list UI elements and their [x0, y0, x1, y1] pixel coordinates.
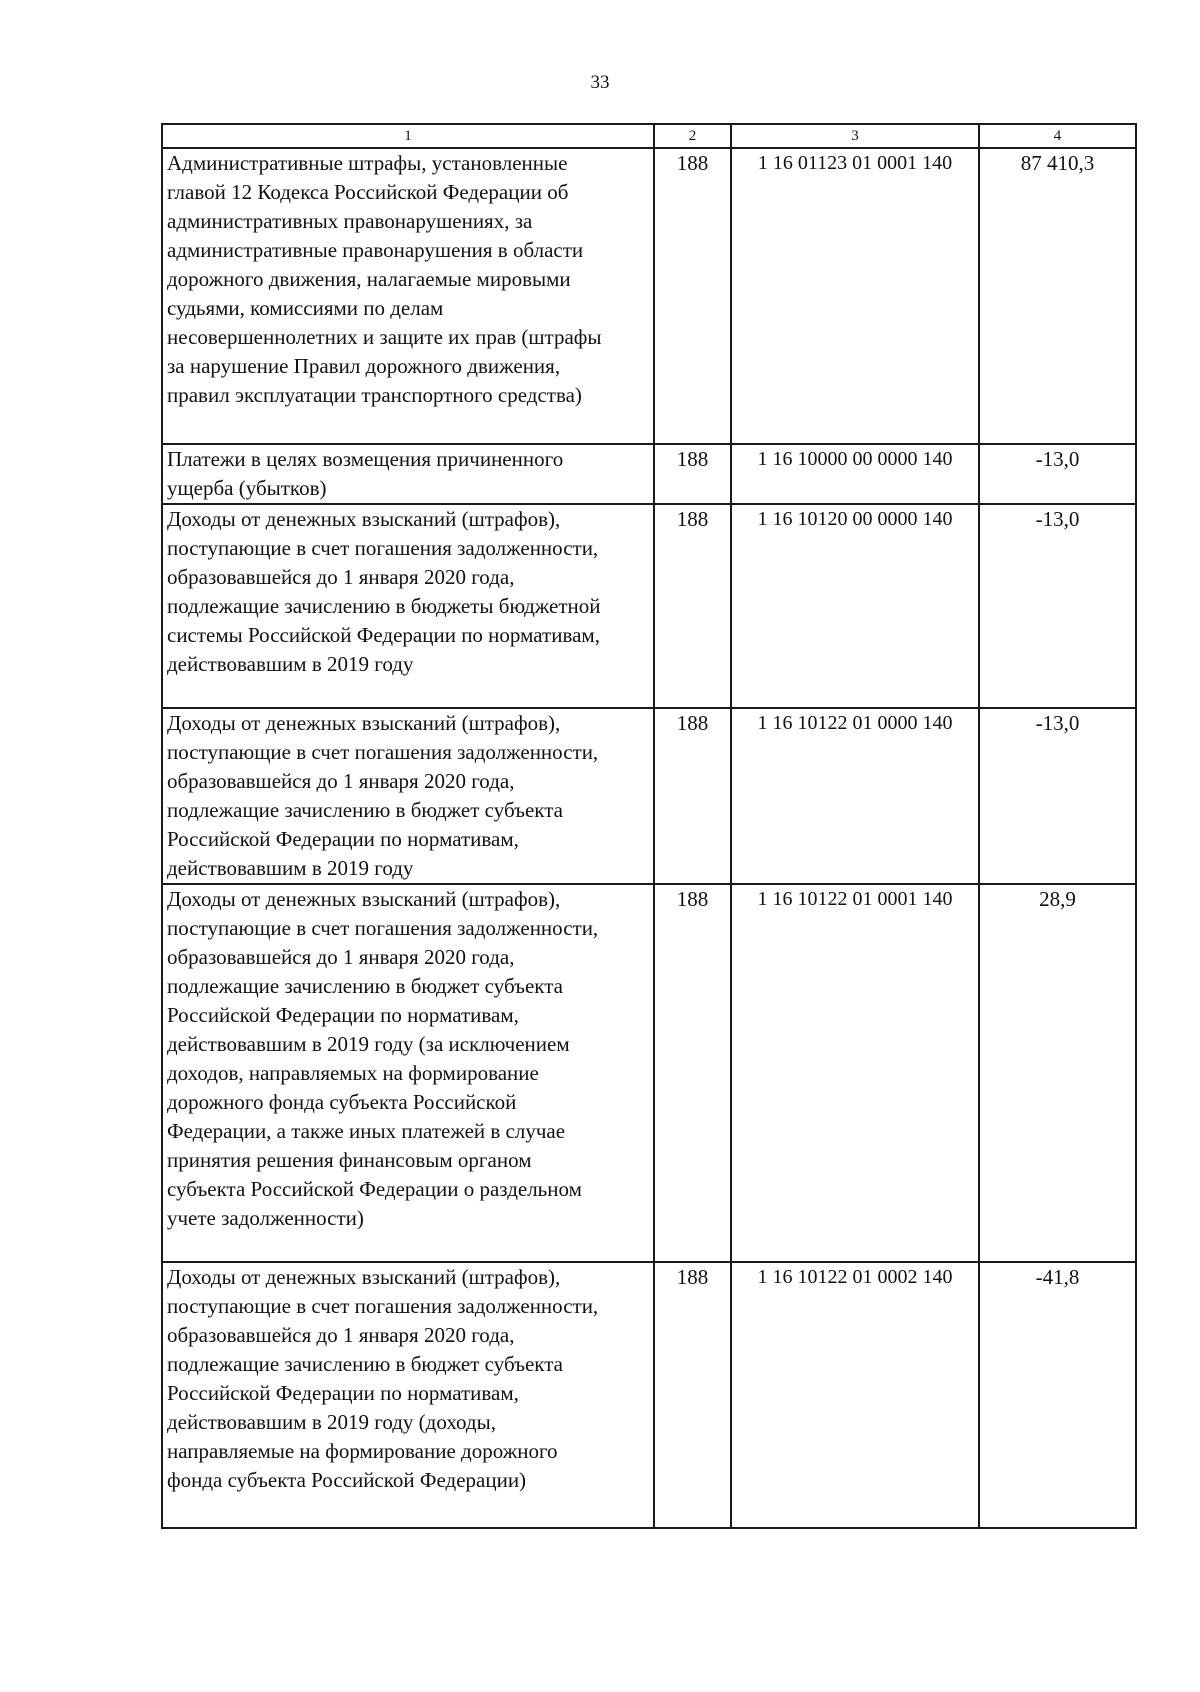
row-admin-code: 188	[654, 708, 731, 884]
table-row	[162, 884, 1136, 1262]
row-description	[162, 504, 654, 708]
row-amount: -13,0	[979, 708, 1136, 884]
description-line: субъекта Российской Федерации о раздельном	[167, 1177, 582, 1201]
description-line: доходов, направляемых на формирование	[167, 1061, 539, 1085]
description-line: действовавшим в 2019 году (за исключением	[167, 1032, 570, 1056]
description-line: дорожного фонда субъекта Российской	[167, 1090, 517, 1114]
revenue-table	[161, 123, 1137, 1529]
description-line: поступающие в счет погашения задолженности,	[167, 740, 599, 764]
description-line: подлежащие зачислению в бюджет субъекта	[167, 974, 563, 998]
header-col-1: 1	[162, 124, 654, 148]
table-row	[162, 708, 1136, 884]
description-line: судьями, комиссиями по делам	[167, 296, 444, 320]
row-budget-code: 1 16 01123 01 0001 140	[731, 148, 979, 444]
description-line: подлежащие зачислению в бюджет субъекта	[167, 1352, 563, 1376]
row-description	[162, 444, 654, 504]
table-row	[162, 444, 1136, 504]
description-line: действовавшим в 2019 году (доходы,	[167, 1410, 496, 1434]
description-line: Российской Федерации по нормативам,	[167, 827, 519, 851]
description-line: Доходы от денежных взысканий (штрафов),	[167, 507, 561, 531]
row-description	[162, 884, 654, 1262]
description-line: правил эксплуатации транспортного средства)	[167, 383, 582, 407]
description-line: главой 12 Кодекса Российской Федерации об	[167, 180, 569, 204]
row-description	[162, 708, 654, 884]
row-budget-code: 1 16 10000 00 0000 140	[731, 444, 979, 504]
row-amount: -13,0	[979, 444, 1136, 504]
description-line: подлежащие зачислению в бюджет субъекта	[167, 798, 563, 822]
table-row	[162, 148, 1136, 444]
description-line: действовавшим в 2019 году	[167, 652, 414, 676]
description-line: за нарушение Правил дорожного движения,	[167, 354, 561, 378]
header-col-4: 4	[979, 124, 1136, 148]
description-line: принятия решения финансовым органом	[167, 1148, 532, 1172]
row-admin-code: 188	[654, 444, 731, 504]
description-line: административные правонарушения в области	[167, 238, 584, 262]
row-admin-code: 188	[654, 1262, 731, 1528]
description-line: дорожного движения, налагаемые мировыми	[167, 267, 571, 291]
description-line: учете задолженности)	[167, 1206, 364, 1230]
page-number: 33	[590, 72, 610, 93]
header-col-2: 2	[654, 124, 731, 148]
description-line: Российской Федерации по нормативам,	[167, 1003, 519, 1027]
table-row	[162, 1262, 1136, 1528]
header-row	[162, 124, 1136, 148]
row-description	[162, 148, 654, 444]
description-line: несовершеннолетних и защите их прав (штрафы	[167, 325, 602, 349]
description-line: действовавшим в 2019 году	[167, 856, 414, 880]
row-admin-code: 188	[654, 148, 731, 444]
row-amount: 87 410,3	[979, 148, 1136, 444]
description-line: образовавшейся до 1 января 2020 года,	[167, 769, 515, 793]
description-line: системы Российской Федерации по нормативам,	[167, 623, 600, 647]
description-line: поступающие в счет погашения задолженности,	[167, 916, 599, 940]
description-line: образовавшейся до 1 января 2020 года,	[167, 565, 515, 589]
description-line: направляемые на формирование дорожного	[167, 1439, 558, 1463]
description-line: образовавшейся до 1 января 2020 года,	[167, 945, 515, 969]
description-line: подлежащие зачислению в бюджеты бюджетной	[167, 594, 601, 618]
description-line: образовавшейся до 1 января 2020 года,	[167, 1323, 515, 1347]
description-line: Административные штрафы, установленные	[167, 151, 568, 175]
description-line: Российской Федерации по нормативам,	[167, 1381, 519, 1405]
row-amount: -41,8	[979, 1262, 1136, 1528]
description-line: поступающие в счет погашения задолженности,	[167, 536, 599, 560]
row-budget-code: 1 16 10120 00 0000 140	[731, 504, 979, 708]
description-line: Доходы от денежных взысканий (штрафов),	[167, 711, 561, 735]
header-col-3: 3	[731, 124, 979, 148]
description-line: поступающие в счет погашения задолженности,	[167, 1294, 599, 1318]
row-amount: -13,0	[979, 504, 1136, 708]
description-line: Платежи в целях возмещения причиненного	[167, 447, 564, 471]
row-budget-code: 1 16 10122 01 0001 140	[731, 884, 979, 1262]
description-line: Доходы от денежных взысканий (штрафов),	[167, 1265, 561, 1289]
row-budget-code: 1 16 10122 01 0000 140	[731, 708, 979, 884]
description-line: Доходы от денежных взысканий (штрафов),	[167, 887, 561, 911]
description-line: Федерации, а также иных платежей в случае	[167, 1119, 566, 1143]
row-description	[162, 1262, 654, 1528]
row-budget-code: 1 16 10122 01 0002 140	[731, 1262, 979, 1528]
description-line: фонда субъекта Российской Федерации)	[167, 1468, 527, 1492]
row-amount: 28,9	[979, 884, 1136, 1262]
row-admin-code: 188	[654, 884, 731, 1262]
description-line: административных правонарушениях, за	[167, 209, 533, 233]
row-admin-code: 188	[654, 504, 731, 708]
description-line: ущерба (убытков)	[167, 476, 327, 500]
table-row	[162, 504, 1136, 708]
